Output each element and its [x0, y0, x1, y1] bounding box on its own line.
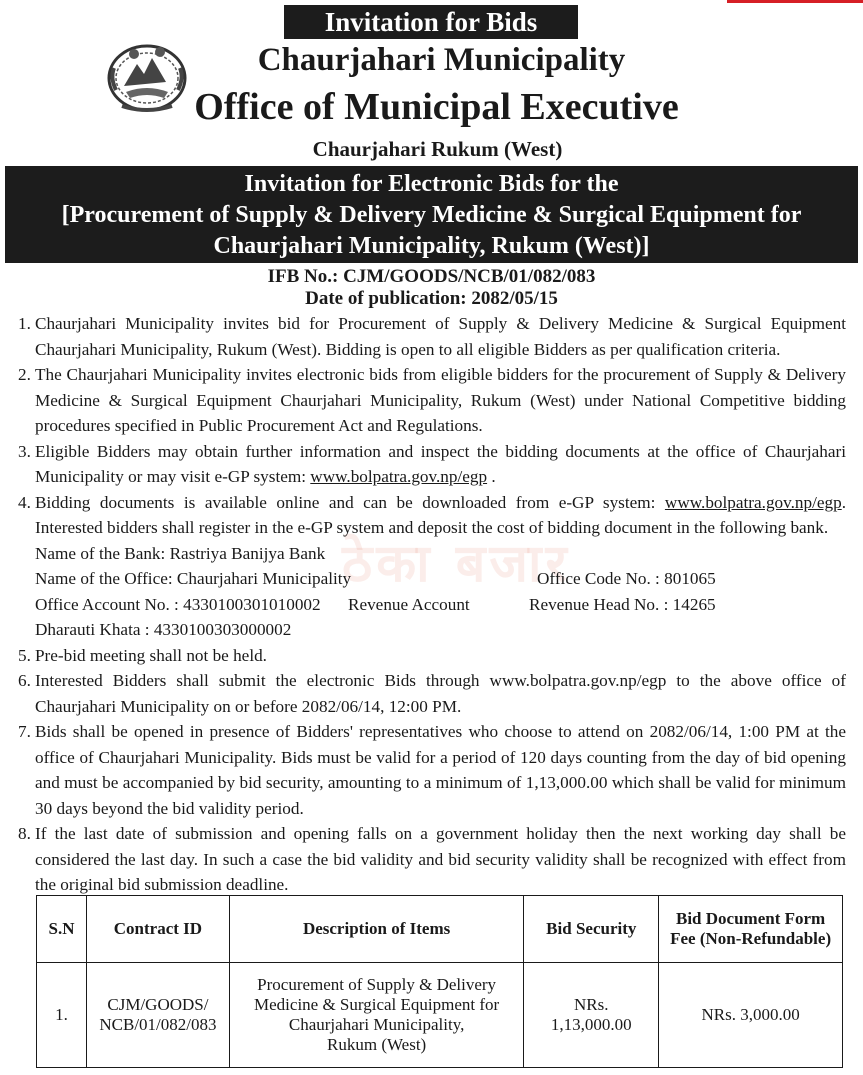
clause-5 [18, 643, 846, 669]
clause-text: Bids shall be opened in presence of Bidders' representatives who choose to attend on 2082/06/14, 1:00 PM at the office of Chaurjahari Municipality. Bids must be valid for a period of 120 days counting from the day of bid opening and must be accompanied by bid security, amounting to a minimum of 1,13,000.00 which shall be valid for minimum 30 days beyond the bid validity period. [35, 722, 846, 818]
header-fee-line-2: Fee (Non-Refundable) [670, 929, 832, 948]
clause-1 [18, 311, 846, 362]
clause-text: Interested Bidders shall submit the electronic Bids through www.bolpatra.gov.np/egp to the above office of Chaurjahari Municipality on or before 2082/06/14, 12:00 PM. [35, 671, 846, 716]
watermark: ठेका बजार [342, 534, 571, 594]
clause-number: 2. [18, 365, 31, 384]
clause-text [35, 439, 846, 490]
clause-3 [18, 439, 846, 490]
header-description: Description of Items [229, 896, 523, 963]
invitation-badge: Invitation for Bids [284, 5, 578, 39]
dharauti-khata: Dharauti Khata : 4330100303000002 [35, 620, 292, 639]
clause-2 [18, 362, 846, 439]
office-name-field: Name of the Office: Chaurjahari Municipality [35, 569, 352, 588]
security-line: 1,13,000.00 [550, 1015, 632, 1034]
office-name: Office of Municipal Executive [194, 86, 679, 128]
clause-number: 8. [18, 824, 31, 843]
egp-link[interactable]: www.bolpatra.gov.np/egp [310, 467, 488, 486]
header-sn: S.N [37, 896, 87, 963]
clause-text: Pre-bid meeting shall not be held. [35, 645, 267, 665]
description-line: Chaurjahari Municipality, [288, 1015, 465, 1034]
clause-text-main: Bidding documents is available online and can be downloaded from e-GP system: [35, 492, 665, 512]
municipality-name: Chaurjahari Municipality [257, 42, 626, 78]
clause-text: If the last date of submission and opening falls on a government holiday then the next working day shall be considered the last day. In such a case the bid validity and bid security validity shall be recognized with effect from the original bid submission deadline. [35, 824, 846, 894]
description-line: Procurement of Supply & Delivery [257, 975, 497, 994]
bank-name: Name of the Bank: Rastriya Banijya Bank [35, 543, 326, 563]
clause-text [35, 490, 846, 643]
header-contract-id: Contract ID [86, 896, 229, 963]
clause-text-tail: . Interested bidders shall register in the e-GP system and deposit the cost of bidding document in the following bank. [35, 492, 846, 537]
location: Chaurjahari Rukum (West) [312, 137, 563, 161]
security-line: NRs. [574, 995, 609, 1014]
clause-4 [18, 490, 846, 643]
clause-text: The Chaurjahari Municipality invites electronic bids from eligible bidders for the procurement of Supply & Delivery Medicine & Surgical Equipment Chaurjahari Municipality, Rukum (West) under National Competitive bidding procedures specified in Public Procurement Act and Regulations. [35, 365, 846, 435]
clause-text-tail: . [487, 467, 496, 486]
publication-date: Date of publication: 2082/05/15 [305, 288, 558, 309]
banner-line-2: [Procurement of Supply & Delivery Medicine & Surgical Equipment for [61, 202, 802, 228]
account-no: Office Account No. : 4330100301010002 [35, 594, 321, 614]
description-line: Medicine & Surgical Equipment for [254, 995, 500, 1014]
revenue-account: Revenue Account [348, 594, 470, 614]
ifb-number: IFB No.: CJM/GOODS/NCB/01/082/083 [267, 266, 596, 287]
clause-6 [18, 668, 846, 719]
accent-bar [727, 0, 863, 3]
cell-contract-id [86, 963, 229, 1068]
office-code: Office Code No. : 801065 [537, 569, 716, 588]
cell-document-fee: NRs. 3,000.00 [659, 963, 843, 1068]
clause-text-main: Eligible Bidders may obtain further information and inspect the bidding documents at the office of Chaurjahari Municipality or may visit e-GP system: [35, 441, 846, 486]
table-row [37, 963, 843, 1068]
clause-number: 1. [18, 314, 31, 333]
clause-7 [18, 719, 846, 821]
header-bid-security: Bid Security [524, 896, 659, 963]
cell-bid-security [524, 963, 659, 1068]
description-line: Rukum (West) [327, 1035, 427, 1054]
office-row [35, 566, 846, 592]
clause-number: 3. [18, 441, 31, 461]
clause-text: Chaurjahari Municipality invites bid for Procurement of Supply & Delivery Medicine & Surgical Equipment Chaurjahari Municipality, Rukum (West). Bidding is open to all eligible Bidders as per qualification criteria. [35, 314, 846, 359]
egp-link[interactable]: www.bolpatra.gov.np/egp [664, 492, 842, 512]
banner-line-1: Invitation for Electronic Bids for the [244, 171, 619, 197]
clause-number: 5. [18, 645, 31, 665]
clause-8 [18, 821, 846, 898]
clause-number: 6. [18, 671, 31, 690]
bid-title-banner [5, 166, 858, 263]
header-fee-line-1: Bid Document Form [675, 909, 826, 928]
contract-line: NCB/01/082/083 [99, 1015, 217, 1034]
bids-table [36, 895, 843, 1068]
table-header-row [37, 896, 843, 963]
contract-line: CJM/GOODS/ [107, 995, 209, 1014]
banner-line-3: Chaurjahari Municipality, Rukum (West)] [213, 233, 650, 259]
revenue-head: Revenue Head No. : 14265 [529, 594, 716, 614]
header-document-fee [659, 896, 843, 963]
clause-number: 4. [18, 492, 31, 512]
account-row [35, 592, 846, 618]
clause-number: 7. [18, 722, 31, 741]
cell-description [229, 963, 523, 1068]
ifb-info [0, 266, 863, 310]
cell-sn: 1. [37, 963, 87, 1068]
invitation-body [18, 311, 846, 898]
